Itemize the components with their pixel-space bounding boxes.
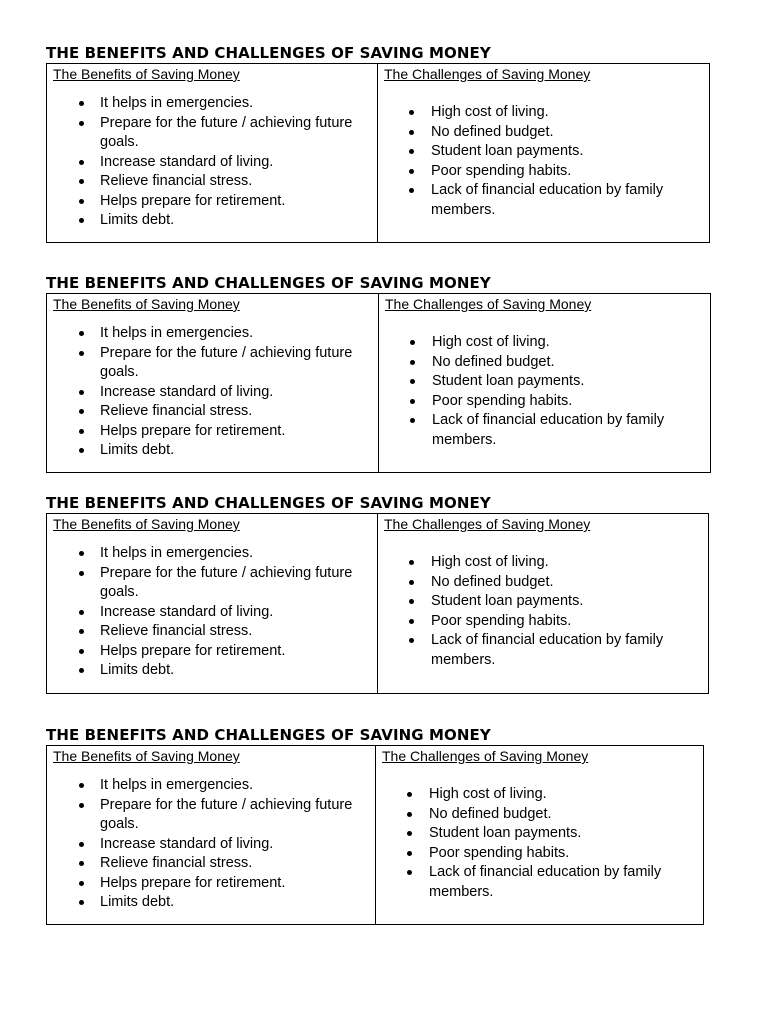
benefits-header: The Benefits of Saving Money	[53, 516, 240, 532]
benefits-cell	[47, 294, 379, 473]
list-item: High cost of living.	[378, 553, 708, 573]
benefits-list	[47, 776, 375, 913]
list-item: Helps prepare for retirement.	[47, 422, 378, 442]
list-item: Relieve financial stress.	[47, 854, 375, 874]
list-item: Lack of financial education by family members.	[378, 631, 708, 670]
list-item: Helps prepare for retirement.	[47, 192, 377, 212]
list-item: It helps in emergencies.	[47, 324, 378, 344]
list-item: Poor spending habits.	[379, 392, 710, 412]
challenges-cell	[378, 514, 709, 694]
challenges-list	[376, 785, 703, 902]
list-item: No defined budget.	[378, 123, 709, 143]
list-item: Prepare for the future / achieving future goals.	[47, 564, 377, 603]
list-item: Prepare for the future / achieving future goals.	[47, 114, 377, 153]
list-item: Poor spending habits.	[378, 612, 708, 632]
benefits-list	[47, 94, 377, 231]
list-item: No defined budget.	[376, 805, 703, 825]
challenges-header: The Challenges of Saving Money	[384, 66, 591, 82]
list-item: Poor spending habits.	[376, 844, 703, 864]
list-item: Increase standard of living.	[47, 603, 377, 623]
list-item: Limits debt.	[47, 893, 375, 913]
list-item: Helps prepare for retirement.	[47, 874, 375, 894]
challenges-header: The Challenges of Saving Money	[382, 748, 589, 764]
challenges-cell	[379, 294, 711, 473]
list-item: Prepare for the future / achieving future goals.	[47, 796, 375, 835]
list-item: Student loan payments.	[378, 592, 708, 612]
list-item: Relieve financial stress.	[47, 622, 377, 642]
block-title: THE BENEFITS AND CHALLENGES OF SAVING MONEY	[46, 274, 491, 292]
challenges-list	[379, 333, 710, 450]
list-item: Increase standard of living.	[47, 153, 377, 173]
benefits-header: The Benefits of Saving Money	[53, 66, 240, 82]
list-item: Increase standard of living.	[47, 383, 378, 403]
list-item: Prepare for the future / achieving future goals.	[47, 344, 378, 383]
list-item: Limits debt.	[47, 211, 377, 231]
saving-money-block	[46, 725, 704, 925]
list-item: Poor spending habits.	[378, 162, 709, 182]
benefits-challenges-table	[46, 63, 710, 243]
list-item: High cost of living.	[379, 333, 710, 353]
list-item: No defined budget.	[378, 573, 708, 593]
list-item: Limits debt.	[47, 661, 377, 681]
benefits-challenges-table	[46, 513, 709, 694]
list-item: It helps in emergencies.	[47, 94, 377, 114]
list-item: Student loan payments.	[379, 372, 710, 392]
challenges-header: The Challenges of Saving Money	[385, 296, 592, 312]
list-item: Lack of financial education by family members.	[376, 863, 703, 902]
benefits-header: The Benefits of Saving Money	[53, 296, 240, 312]
list-item: Limits debt.	[47, 441, 378, 461]
benefits-challenges-table	[46, 745, 704, 925]
block-title: THE BENEFITS AND CHALLENGES OF SAVING MONEY	[46, 44, 491, 62]
challenges-cell	[378, 64, 710, 243]
list-item: It helps in emergencies.	[47, 544, 377, 564]
list-item: Relieve financial stress.	[47, 172, 377, 192]
challenges-cell	[376, 746, 704, 925]
benefits-header: The Benefits of Saving Money	[53, 748, 240, 764]
benefits-list	[47, 544, 377, 681]
block-title: THE BENEFITS AND CHALLENGES OF SAVING MONEY	[46, 726, 491, 744]
benefits-challenges-table	[46, 293, 711, 473]
list-item: Increase standard of living.	[47, 835, 375, 855]
list-item: Helps prepare for retirement.	[47, 642, 377, 662]
list-item: Student loan payments.	[376, 824, 703, 844]
list-item: High cost of living.	[378, 103, 709, 123]
challenges-list	[378, 553, 708, 670]
challenges-list	[378, 103, 709, 220]
list-item: Lack of financial education by family members.	[378, 181, 709, 220]
benefits-cell	[47, 746, 376, 925]
benefits-cell	[47, 64, 378, 243]
saving-money-block	[46, 493, 709, 694]
challenges-header: The Challenges of Saving Money	[384, 516, 591, 532]
list-item: No defined budget.	[379, 353, 710, 373]
saving-money-block	[46, 43, 710, 243]
benefits-list	[47, 324, 378, 461]
benefits-cell	[47, 514, 378, 694]
list-item: Relieve financial stress.	[47, 402, 378, 422]
block-title: THE BENEFITS AND CHALLENGES OF SAVING MONEY	[46, 494, 491, 512]
list-item: Lack of financial education by family members.	[379, 411, 710, 450]
list-item: Student loan payments.	[378, 142, 709, 162]
list-item: High cost of living.	[376, 785, 703, 805]
list-item: It helps in emergencies.	[47, 776, 375, 796]
saving-money-block	[46, 273, 711, 473]
